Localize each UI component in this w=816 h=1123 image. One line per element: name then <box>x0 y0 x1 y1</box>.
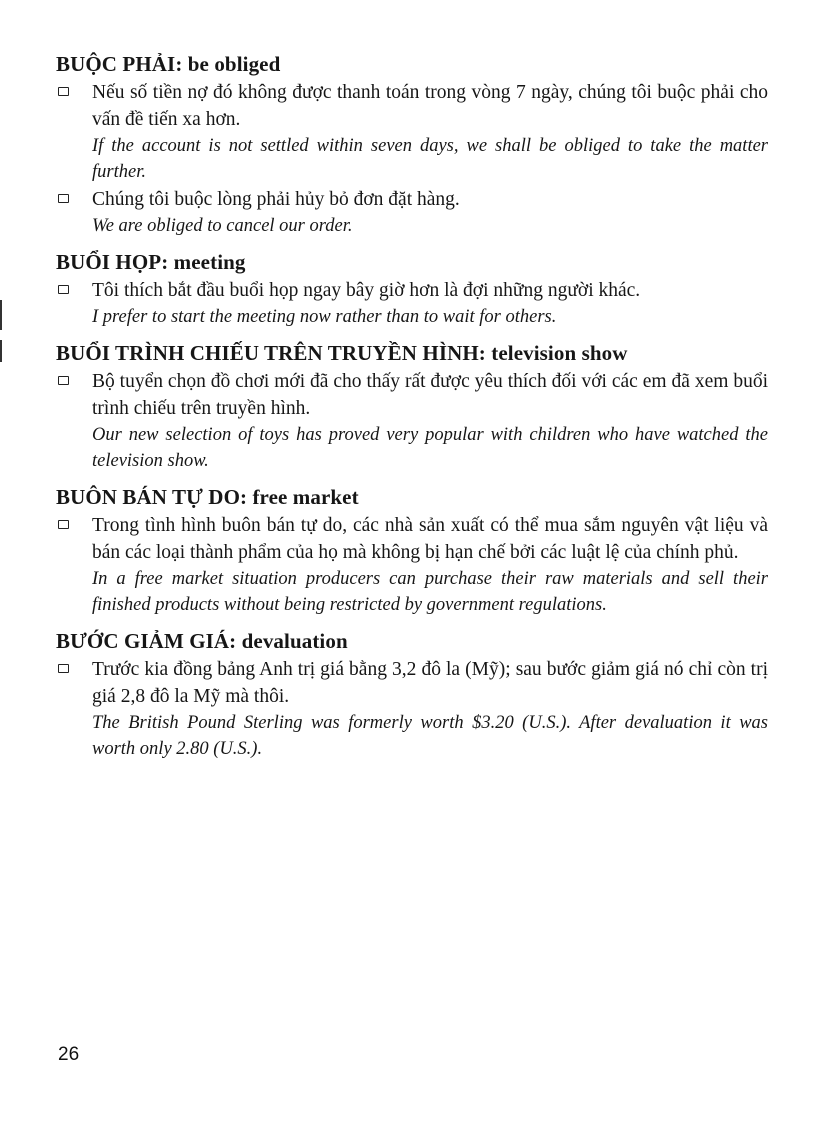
entry-buoc-phai <box>56 50 768 239</box>
english-translation: The British Pound Sterling was formerly worth $3.20 (U.S.). After devaluation it was worth only 2.80 (U.S.). <box>92 713 768 759</box>
entry-buoc-giam-gia <box>56 627 768 762</box>
example-item <box>56 512 768 618</box>
headword: BUỔI HỌP: meeting <box>56 250 246 274</box>
vietnamese-sentence: Chúng tôi buộc lòng phải hủy bỏ đơn đặt hàng. <box>92 189 460 210</box>
entry-buoi-trinh-chieu <box>56 339 768 474</box>
example-item <box>56 368 768 474</box>
example-item <box>56 79 768 185</box>
headword: BƯỚC GIẢM GIÁ: devaluation <box>56 629 348 653</box>
entry-buoi-hop <box>56 248 768 330</box>
headword: BUỘC PHẢI: be obliged <box>56 52 281 76</box>
scan-edge-mark <box>0 340 2 362</box>
english-translation: I prefer to start the meeting now rather than to wait for others. <box>92 307 557 327</box>
vietnamese-sentence: Trong tình hình buôn bán tự do, các nhà sản xuất có thể mua sắm nguyên vật liệu và bán các loại thành phẩm của họ mà không bị hạn chế bởi các luật lệ của chính phủ. <box>92 515 768 563</box>
page-number: 26 <box>58 1044 80 1065</box>
checkbox-bullet-icon <box>58 664 69 673</box>
dictionary-page <box>56 50 768 771</box>
headword: BUÔN BÁN TỰ DO: free market <box>56 485 359 509</box>
entry-buon-ban-tu-do <box>56 483 768 618</box>
scan-edge-mark <box>0 300 2 330</box>
checkbox-bullet-icon <box>58 194 69 203</box>
english-translation: If the account is not settled within seven days, we shall be obliged to take the matter further. <box>92 136 768 182</box>
vietnamese-sentence: Tôi thích bắt đầu buổi họp ngay bây giờ hơn là đợi những người khác. <box>92 280 641 301</box>
vietnamese-sentence: Bộ tuyển chọn đồ chơi mới đã cho thấy rất được yêu thích đối với các em đã xem buổi trình chiếu trên truyền hình. <box>92 371 768 419</box>
example-item <box>56 656 768 762</box>
example-item <box>56 277 768 330</box>
vietnamese-sentence: Trước kia đồng bảng Anh trị giá bằng 3,2 đô la (Mỹ); sau bước giảm giá nó chỉ còn trị giá 2,8 đô la Mỹ mà thôi. <box>92 659 768 707</box>
headword: BUỔI TRÌNH CHIẾU TRÊN TRUYỀN HÌNH: television show <box>56 341 628 365</box>
english-translation: Our new selection of toys has proved very popular with children who have watched the television show. <box>92 425 768 471</box>
english-translation: We are obliged to cancel our order. <box>92 216 353 236</box>
english-translation: In a free market situation producers can purchase their raw materials and sell their finished products without being restricted by government regulations. <box>92 569 768 615</box>
checkbox-bullet-icon <box>58 520 69 529</box>
checkbox-bullet-icon <box>58 376 69 385</box>
example-item <box>56 186 768 239</box>
checkbox-bullet-icon <box>58 285 69 294</box>
checkbox-bullet-icon <box>58 87 69 96</box>
vietnamese-sentence: Nếu số tiền nợ đó không được thanh toán trong vòng 7 ngày, chúng tôi buộc phải cho vấn đề tiến xa hơn. <box>92 82 768 130</box>
